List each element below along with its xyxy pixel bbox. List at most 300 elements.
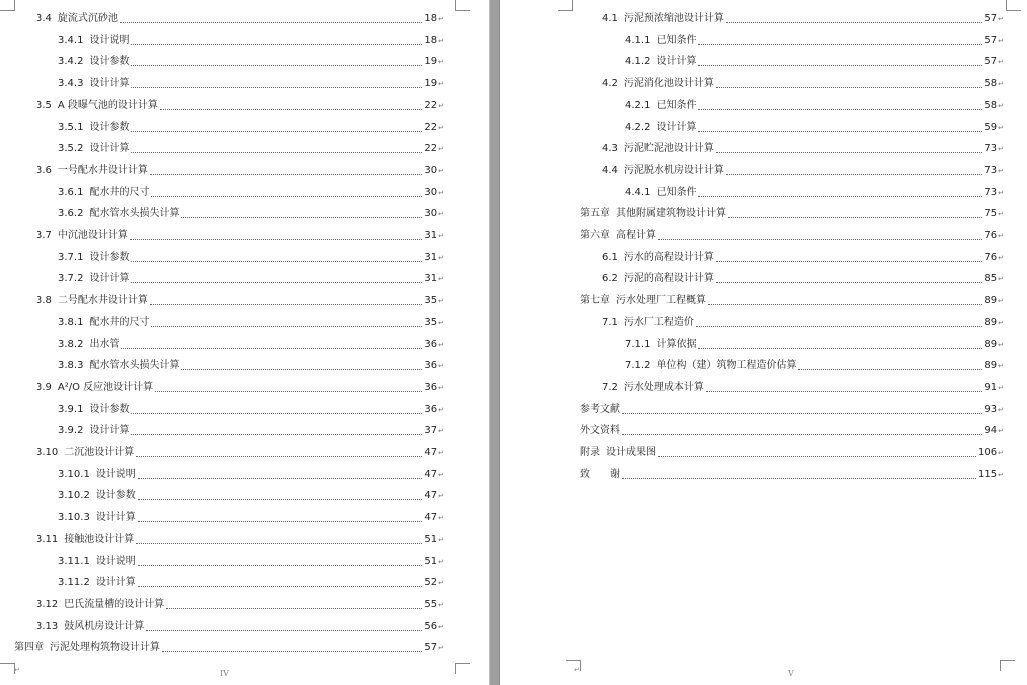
toc-entry-number: 3.5.2 bbox=[58, 143, 84, 155]
paragraph-mark: ↵ bbox=[998, 427, 1004, 436]
toc-entry-page: 91 bbox=[984, 381, 998, 393]
toc-entry[interactable] bbox=[36, 445, 444, 461]
toc-entry[interactable] bbox=[58, 467, 444, 483]
paragraph-mark: ↵ bbox=[438, 492, 444, 501]
toc-leader-dots bbox=[138, 521, 423, 522]
right-page bbox=[500, 0, 1027, 685]
toc-leader-dots bbox=[181, 369, 422, 370]
paragraph-mark: ↵ bbox=[438, 36, 444, 45]
toc-entry-title: 设计参数 bbox=[89, 251, 130, 263]
toc-entry[interactable] bbox=[580, 445, 1004, 461]
toc-entry-number: 3.9 bbox=[36, 381, 52, 393]
toc-entry[interactable] bbox=[58, 402, 444, 418]
toc-entry-number: 3.10 bbox=[36, 447, 59, 458]
toc-entry[interactable] bbox=[58, 510, 444, 526]
paragraph-mark: ↵ bbox=[998, 36, 1004, 45]
toc-entry[interactable] bbox=[625, 98, 1004, 114]
toc-entry-title: 其他附属建筑物设计计算 bbox=[616, 208, 726, 220]
paragraph-mark: ↵ bbox=[998, 383, 1004, 392]
toc-entry-number: 3.6.1 bbox=[58, 186, 84, 198]
toc-entry[interactable] bbox=[14, 640, 444, 656]
toc-entry-page: 37 bbox=[424, 425, 438, 437]
toc-leader-dots bbox=[131, 131, 422, 132]
toc-entry-number: 3.6.2 bbox=[58, 208, 84, 220]
toc-entry-label bbox=[625, 185, 696, 201]
toc-entry-number: 3.5 bbox=[36, 99, 52, 111]
paragraph-mark: ↵ bbox=[438, 405, 444, 414]
toc-leader-dots bbox=[728, 217, 982, 218]
toc-entry-label bbox=[36, 163, 148, 179]
paragraph-mark: ↵ bbox=[438, 362, 444, 371]
paragraph-mark: ↵ bbox=[438, 622, 444, 631]
toc-entry-title: 已知条件 bbox=[656, 186, 697, 198]
toc-entry-label bbox=[36, 619, 144, 635]
toc-leader-dots bbox=[131, 65, 422, 66]
toc-entry-number: 7.1.2 bbox=[625, 360, 651, 372]
toc-entry-page: 36 bbox=[424, 360, 438, 372]
toc-entry-title: 二沉池设计计算 bbox=[64, 447, 135, 458]
toc-entry[interactable] bbox=[36, 11, 444, 27]
toc-entry-number: 3.4.2 bbox=[58, 56, 84, 68]
paragraph-mark: ↵ bbox=[998, 145, 1004, 154]
toc-leader-dots bbox=[138, 499, 423, 500]
toc-leader-dots bbox=[726, 22, 982, 23]
toc-entry[interactable] bbox=[36, 619, 444, 635]
toc-entry[interactable] bbox=[36, 380, 444, 396]
toc-entry-label bbox=[36, 228, 128, 244]
paragraph-mark: ↵ bbox=[438, 80, 444, 89]
toc-entry-title: 配水井的尺寸 bbox=[89, 316, 150, 328]
toc-entry-page: 85 bbox=[984, 273, 998, 285]
toc-entry-page: 51 bbox=[424, 533, 438, 545]
toc-leader-dots bbox=[658, 456, 976, 457]
toc-entry-label bbox=[36, 597, 164, 613]
toc-entry-title: 高程计算 bbox=[616, 230, 656, 241]
toc-entry-page: 36 bbox=[424, 381, 438, 393]
toc-entry-number: 附录 bbox=[580, 447, 600, 458]
paragraph-mark: ↵ bbox=[438, 210, 444, 219]
toc-entry-number: 第五章 bbox=[580, 208, 610, 220]
toc-leader-dots bbox=[716, 261, 982, 262]
toc-entry[interactable] bbox=[602, 141, 1004, 157]
toc-entry-title: 设计计算 bbox=[89, 273, 130, 285]
toc-entry[interactable] bbox=[58, 423, 444, 439]
toc-entry-page: 18 bbox=[424, 34, 438, 46]
toc-entry[interactable] bbox=[625, 54, 1004, 70]
paragraph-mark: ↵ bbox=[998, 58, 1004, 67]
toc-entry-page: 76 bbox=[984, 230, 998, 241]
toc-entry-title: 配水管水头损失计算 bbox=[89, 360, 180, 372]
toc-entry-label bbox=[58, 337, 119, 353]
toc-leader-dots bbox=[726, 174, 982, 175]
toc-entry-number: 3.5.1 bbox=[58, 121, 84, 133]
toc-entry-title: 设计成果图 bbox=[606, 447, 656, 458]
toc-entry[interactable] bbox=[580, 228, 1004, 244]
toc-entry-page: 47 bbox=[424, 490, 438, 502]
toc-entry-label bbox=[36, 445, 134, 461]
toc-entry[interactable] bbox=[36, 228, 444, 244]
toc-entry-title: 设计计算 bbox=[95, 512, 136, 524]
toc-entry[interactable] bbox=[36, 597, 444, 613]
toc-entry-number: 4.1.2 bbox=[625, 56, 651, 68]
toc-leader-dots bbox=[698, 65, 982, 66]
toc-entry-page: 89 bbox=[984, 360, 998, 372]
paragraph-mark: ↵ bbox=[998, 297, 1004, 306]
toc-entry-title: 设计计算 bbox=[656, 121, 697, 133]
crop-mark-top-left bbox=[558, 0, 573, 11]
paragraph-mark: ↵ bbox=[438, 145, 444, 154]
toc-entry-label bbox=[625, 358, 796, 374]
toc-entry[interactable] bbox=[602, 163, 1004, 179]
toc-entry-number: 4.4 bbox=[602, 164, 618, 176]
toc-entry-number: 3.4 bbox=[36, 13, 52, 24]
paragraph-mark: ↵ bbox=[998, 470, 1004, 479]
toc-entry-page: 106 bbox=[978, 447, 998, 458]
left-page bbox=[0, 0, 489, 685]
page-gap-divider bbox=[489, 0, 500, 685]
toc-entry-title: 单位构（建）筑物工程造价估算 bbox=[656, 360, 797, 372]
toc-leader-dots bbox=[131, 44, 422, 45]
toc-leader-dots bbox=[138, 478, 423, 479]
toc-entry-title: 接触池设计计算 bbox=[64, 533, 135, 545]
toc-entry-title: 污泥贮泥池设计计算 bbox=[623, 143, 714, 155]
toc-entry-label bbox=[36, 98, 158, 114]
toc-entry-label bbox=[580, 402, 620, 418]
toc-entry-page: 52 bbox=[424, 577, 438, 589]
toc-leader-dots bbox=[138, 565, 423, 566]
paragraph-mark: ↵ bbox=[438, 101, 444, 110]
toc-entry-page: 31 bbox=[424, 251, 438, 263]
paragraph-mark: ↵ bbox=[438, 579, 444, 588]
paragraph-mark: ↵ bbox=[998, 188, 1004, 197]
toc-entry-page: 30 bbox=[424, 164, 438, 176]
toc-entry-page: 89 bbox=[984, 316, 998, 328]
crop-mark-top-right bbox=[455, 0, 470, 11]
toc-entry-number: 4.4.1 bbox=[625, 186, 651, 198]
toc-entry[interactable] bbox=[602, 271, 1004, 287]
toc-entry-page: 89 bbox=[984, 338, 998, 350]
toc-entry-number: 4.3 bbox=[602, 143, 618, 155]
toc-leader-dots bbox=[151, 196, 422, 197]
page-number: IV bbox=[220, 669, 229, 678]
toc-entry-title: 设计参数 bbox=[89, 121, 130, 133]
toc-entry-title: 污水厂工程造价 bbox=[623, 316, 694, 328]
toc-entry-number: 7.2 bbox=[602, 381, 618, 393]
toc-entry-number: 3.10.1 bbox=[58, 468, 90, 480]
toc-entry-title: 污水处理成本计算 bbox=[623, 381, 704, 393]
crop-mark-bottom-right bbox=[455, 663, 470, 674]
toc-leader-dots bbox=[716, 282, 982, 283]
toc-entry-number: 3.12 bbox=[36, 598, 59, 610]
toc-entry-title: 污泥处理构筑物设计计算 bbox=[50, 642, 160, 654]
toc-entry-label bbox=[580, 445, 656, 461]
toc-entry-number: 3.8.3 bbox=[58, 360, 84, 372]
toc-entry[interactable] bbox=[58, 54, 444, 70]
paragraph-mark: ↵ bbox=[438, 600, 444, 609]
toc-entry-number: 3.11.1 bbox=[58, 555, 90, 567]
toc-entry[interactable] bbox=[602, 250, 1004, 266]
paragraph-mark: ↵ bbox=[998, 362, 1004, 371]
toc-entry-page: 73 bbox=[984, 164, 998, 176]
toc-entry-number: 3.7 bbox=[36, 230, 52, 241]
toc-entry[interactable] bbox=[625, 120, 1004, 136]
toc-entry[interactable] bbox=[58, 76, 444, 92]
toc-entry-number: 3.8.2 bbox=[58, 338, 84, 350]
toc-entry[interactable] bbox=[58, 554, 444, 570]
toc-entry[interactable] bbox=[602, 315, 1004, 331]
toc-entry[interactable] bbox=[36, 163, 444, 179]
toc-entry[interactable] bbox=[625, 33, 1004, 49]
toc-entry[interactable] bbox=[58, 120, 444, 136]
toc-entry-number: 3.8 bbox=[36, 295, 52, 307]
toc-leader-dots bbox=[162, 651, 422, 652]
toc-entry-page: 57 bbox=[984, 56, 998, 68]
toc-leader-dots bbox=[131, 413, 422, 414]
toc-entry-number: 6.1 bbox=[602, 251, 618, 263]
toc-entry-page: 30 bbox=[424, 186, 438, 198]
toc-leader-dots bbox=[698, 109, 982, 110]
toc-entry[interactable] bbox=[58, 315, 444, 331]
toc-entry-number: 3.10.2 bbox=[58, 490, 90, 502]
toc-entry[interactable] bbox=[58, 141, 444, 157]
toc-entry-number: 3.6 bbox=[36, 164, 52, 176]
toc-entry[interactable] bbox=[625, 337, 1004, 353]
toc-entry-page: 58 bbox=[984, 78, 998, 90]
paragraph-mark: ↵ bbox=[438, 427, 444, 436]
toc-entry-page: 115 bbox=[978, 468, 998, 480]
toc-entry-label bbox=[58, 423, 129, 439]
toc-entry-page: 31 bbox=[424, 273, 438, 285]
toc-entry-title: 设计计算 bbox=[89, 78, 130, 90]
crop-mark-top-right bbox=[1006, 0, 1021, 11]
toc-entry[interactable] bbox=[602, 11, 1004, 27]
toc-entry-number: 3.13 bbox=[36, 620, 59, 632]
toc-entry-number: 3.7.2 bbox=[58, 273, 84, 285]
toc-entry-number: 第七章 bbox=[580, 295, 610, 307]
toc-entry-label bbox=[602, 141, 714, 157]
toc-entry[interactable] bbox=[58, 358, 444, 374]
toc-entry-label bbox=[580, 467, 620, 483]
paragraph-mark: ↵ bbox=[998, 80, 1004, 89]
toc-entry-title: 污泥预浓缩池设计计算 bbox=[623, 13, 724, 24]
toc-entry[interactable] bbox=[580, 206, 1004, 222]
toc-entry-title: 设计说明 bbox=[95, 555, 136, 567]
toc-entry[interactable] bbox=[58, 250, 444, 266]
toc-leader-dots bbox=[698, 131, 982, 132]
toc-entry-page: 19 bbox=[424, 56, 438, 68]
toc-entry-page: 57 bbox=[984, 34, 998, 46]
toc-entry-page: 36 bbox=[424, 338, 438, 350]
paragraph-mark: ↵ bbox=[438, 297, 444, 306]
toc-leader-dots bbox=[131, 434, 422, 435]
toc-entry-label bbox=[58, 358, 179, 374]
toc-entry-number: 7.1 bbox=[602, 316, 618, 328]
toc-entry-label bbox=[625, 98, 696, 114]
toc-leader-dots bbox=[150, 174, 422, 175]
toc-entry-title: 设计计算 bbox=[89, 143, 130, 155]
toc-entry[interactable] bbox=[602, 76, 1004, 92]
toc-entry-number: 3.8.1 bbox=[58, 316, 84, 328]
paragraph-mark: ↵ bbox=[438, 253, 444, 262]
toc-entry-number: 第六章 bbox=[580, 230, 610, 241]
paragraph-mark: ↵ bbox=[998, 253, 1004, 262]
paragraph-mark: ↵ bbox=[438, 340, 444, 349]
toc-entry-title: 致 谢 bbox=[580, 468, 620, 480]
toc-entry[interactable] bbox=[625, 358, 1004, 374]
toc-entry-page: 76 bbox=[984, 251, 998, 263]
toc-entry[interactable] bbox=[580, 467, 1004, 483]
paragraph-mark: ↵ bbox=[998, 405, 1004, 414]
toc-leader-dots bbox=[131, 87, 422, 88]
toc-entry-number: 3.9.2 bbox=[58, 425, 84, 437]
toc-entry[interactable] bbox=[58, 271, 444, 287]
toc-entry-page: 36 bbox=[424, 403, 438, 415]
toc-entry-number: 3.7.1 bbox=[58, 251, 84, 263]
toc-entry[interactable] bbox=[36, 293, 444, 309]
toc-entry-label bbox=[58, 271, 129, 287]
toc-leader-dots bbox=[136, 456, 422, 457]
toc-entry-label bbox=[580, 423, 620, 439]
toc-leader-dots bbox=[622, 478, 976, 479]
toc-entry[interactable] bbox=[36, 98, 444, 114]
toc-entry[interactable] bbox=[58, 33, 444, 49]
toc-leader-dots bbox=[622, 413, 982, 414]
page-number: V bbox=[788, 669, 794, 678]
toc-entry-page: 57 bbox=[984, 13, 998, 24]
crop-mark-bottom-right bbox=[1000, 660, 1015, 671]
toc-entry[interactable] bbox=[58, 488, 444, 504]
toc-entry-title: 设计计算 bbox=[656, 56, 697, 68]
toc-entry-label bbox=[36, 293, 148, 309]
toc-entry-page: 73 bbox=[984, 143, 998, 155]
toc-entry-title: A²/O 反应池设计计算 bbox=[57, 381, 154, 393]
toc-leader-dots bbox=[131, 261, 422, 262]
toc-entry-title: 设计说明 bbox=[95, 468, 136, 480]
toc-entry-number: 3.11 bbox=[36, 533, 59, 545]
toc-leader-dots bbox=[698, 44, 982, 45]
toc-entry-title: 中沉池设计计算 bbox=[57, 230, 128, 241]
toc-entry-number: 4.1.1 bbox=[625, 34, 651, 46]
toc-entry-title: 外文资料 bbox=[580, 425, 620, 437]
toc-leader-dots bbox=[622, 434, 982, 435]
toc-leader-dots bbox=[708, 304, 982, 305]
toc-entry-label bbox=[58, 467, 136, 483]
toc-entry[interactable] bbox=[580, 293, 1004, 309]
crop-mark-top-left bbox=[0, 0, 15, 11]
toc-entry[interactable] bbox=[580, 423, 1004, 439]
toc-entry-label bbox=[625, 33, 696, 49]
paragraph-mark: ↵ bbox=[998, 275, 1004, 284]
paragraph-mark: ↵ bbox=[438, 166, 444, 175]
paragraph-mark: ↵ bbox=[998, 166, 1004, 175]
toc-entry-page: 47 bbox=[424, 447, 438, 458]
toc-entry-title: 设计参数 bbox=[95, 490, 136, 502]
toc-entry[interactable] bbox=[58, 575, 444, 591]
paragraph-mark: ↵ bbox=[438, 470, 444, 479]
paragraph-mark: ↵ bbox=[438, 449, 444, 457]
toc-entry-number: 4.1 bbox=[602, 13, 618, 24]
toc-entry-page: 30 bbox=[424, 208, 438, 220]
toc-entry[interactable] bbox=[58, 206, 444, 222]
toc-entry-title: 已知条件 bbox=[656, 99, 697, 111]
toc-entry-page: 35 bbox=[424, 316, 438, 328]
toc-leader-dots bbox=[136, 543, 422, 544]
crop-mark-bottom-left bbox=[0, 663, 15, 674]
toc-entry-number: 4.2 bbox=[602, 78, 618, 90]
paragraph-mark: ↵ bbox=[438, 275, 444, 284]
toc-leader-dots bbox=[166, 608, 422, 609]
toc-entry-page: 19 bbox=[424, 78, 438, 90]
toc-entry-label bbox=[602, 250, 714, 266]
toc-leader-dots bbox=[716, 152, 982, 153]
toc-leader-dots bbox=[181, 217, 422, 218]
paragraph-mark: ↵ bbox=[998, 232, 1004, 240]
toc-entry-title: 污泥消化池设计计算 bbox=[623, 78, 714, 90]
toc-leader-dots bbox=[130, 239, 422, 240]
toc-entry-label bbox=[58, 488, 136, 504]
toc-entry-label bbox=[58, 141, 129, 157]
toc-entry-label bbox=[58, 185, 149, 201]
toc-entry-page: 22 bbox=[424, 121, 438, 133]
toc-entry-label bbox=[58, 315, 149, 331]
paragraph-mark: ↵ bbox=[438, 318, 444, 327]
toc-entry-label bbox=[58, 76, 129, 92]
toc-entry-title: 污泥脱水机房设计计算 bbox=[623, 164, 724, 176]
toc-entry[interactable] bbox=[58, 337, 444, 353]
toc-entry-label bbox=[625, 54, 696, 70]
paragraph-mark: ↵ bbox=[438, 383, 444, 392]
toc-entry[interactable] bbox=[58, 185, 444, 201]
toc-entry-title: 一号配水井设计计算 bbox=[57, 164, 148, 176]
toc-entry-label bbox=[36, 11, 118, 27]
toc-leader-dots bbox=[131, 282, 422, 283]
toc-entry-number: 4.2.1 bbox=[625, 99, 651, 111]
toc-entry-label bbox=[14, 640, 160, 656]
toc-entry-page: 58 bbox=[984, 99, 998, 111]
paragraph-mark: ↵ bbox=[998, 15, 1004, 23]
toc-leader-dots bbox=[698, 196, 982, 197]
toc-entry[interactable] bbox=[580, 402, 1004, 418]
toc-entry-label bbox=[58, 250, 129, 266]
toc-leader-dots bbox=[716, 87, 982, 88]
toc-leader-dots bbox=[151, 326, 422, 327]
toc-leader-dots bbox=[698, 348, 982, 349]
toc-entry-label bbox=[58, 402, 129, 418]
toc-entry-title: 参考文献 bbox=[580, 403, 620, 415]
toc-entry-number: 6.2 bbox=[602, 273, 618, 285]
paragraph-mark: ↵ bbox=[438, 123, 444, 132]
toc-entry-page: 94 bbox=[984, 425, 998, 437]
toc-entry[interactable] bbox=[602, 380, 1004, 396]
toc-entry[interactable] bbox=[36, 532, 444, 548]
toc-leader-dots bbox=[150, 304, 422, 305]
toc-entry-page: 73 bbox=[984, 186, 998, 198]
toc-leader-dots bbox=[155, 391, 422, 392]
toc-entry-page: 56 bbox=[424, 620, 438, 632]
toc-entry-label bbox=[625, 337, 696, 353]
toc-entry-label bbox=[58, 206, 179, 222]
toc-entry[interactable] bbox=[625, 185, 1004, 201]
toc-entry-label bbox=[580, 206, 726, 222]
toc-entry-title: 设计计算 bbox=[95, 577, 136, 589]
toc-entry-title: 设计参数 bbox=[89, 56, 130, 68]
toc-entry-page: 93 bbox=[984, 403, 998, 415]
toc-leader-dots bbox=[160, 109, 422, 110]
toc-leader-dots bbox=[120, 22, 422, 23]
toc-entry-title: 配水井的尺寸 bbox=[89, 186, 150, 198]
toc-entry-page: 89 bbox=[984, 295, 998, 307]
toc-entry-label bbox=[602, 76, 714, 92]
